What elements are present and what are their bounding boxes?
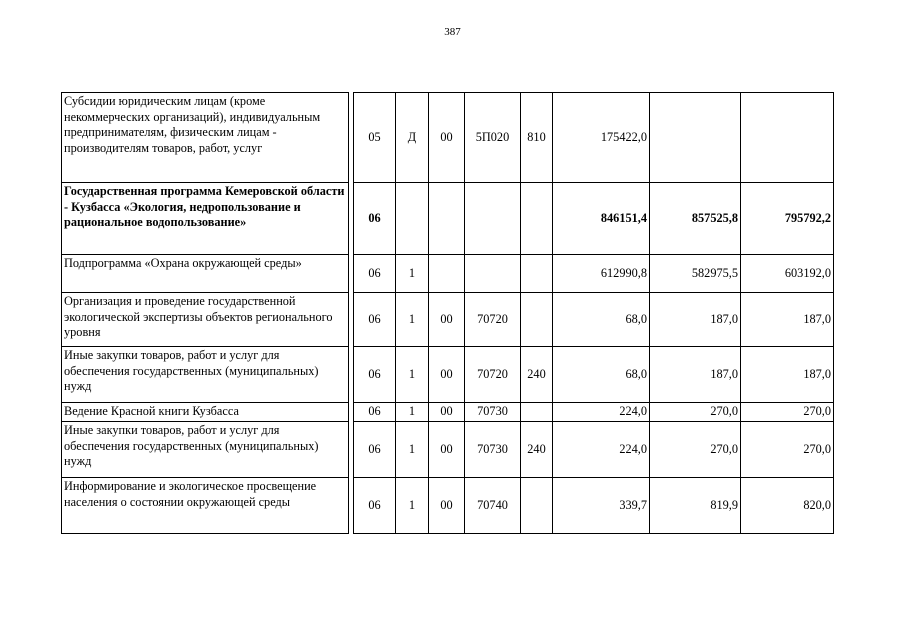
code-subprogram-cell bbox=[429, 255, 465, 293]
value-year2-cell: 582975,5 bbox=[650, 255, 741, 293]
budget-table-body bbox=[62, 93, 834, 534]
code-target-cell bbox=[465, 255, 521, 293]
budget-table bbox=[61, 92, 834, 534]
value-year1-cell: 339,7 bbox=[553, 478, 650, 534]
code-expense-type-cell bbox=[521, 403, 553, 422]
code-expense-type-cell: 810 bbox=[521, 93, 553, 183]
code-expense-type-cell: 240 bbox=[521, 422, 553, 478]
table-row bbox=[62, 347, 834, 403]
code-section-cell: 06 bbox=[354, 183, 396, 255]
code-program-cell: 1 bbox=[396, 478, 429, 534]
row-name-cell: Субсидии юридическим лицам (кроме некоммерческих организаций), индивидуальным предпринимателям, физическим лицам - производителям товаров, работ, услуг bbox=[62, 93, 349, 183]
value-year2-cell: 270,0 bbox=[650, 422, 741, 478]
code-program-cell: 1 bbox=[396, 293, 429, 347]
code-section-cell: 06 bbox=[354, 293, 396, 347]
code-expense-type-cell bbox=[521, 255, 553, 293]
row-name-cell: Организация и проведение государственной экологической экспертизы объектов регионального уровня bbox=[62, 293, 349, 347]
value-year1-cell: 224,0 bbox=[553, 403, 650, 422]
value-year3-cell: 820,0 bbox=[741, 478, 834, 534]
code-target-cell: 5П020 bbox=[465, 93, 521, 183]
code-program-cell: 1 bbox=[396, 403, 429, 422]
code-section-cell: 06 bbox=[354, 255, 396, 293]
row-name-cell: Иные закупки товаров, работ и услуг для обеспечения государственных (муниципальных) нужд bbox=[62, 347, 349, 403]
code-section-cell: 06 bbox=[354, 422, 396, 478]
code-program-cell: 1 bbox=[396, 255, 429, 293]
code-target-cell bbox=[465, 183, 521, 255]
value-year3-cell: 187,0 bbox=[741, 347, 834, 403]
code-target-cell: 70720 bbox=[465, 293, 521, 347]
table-row bbox=[62, 93, 834, 183]
value-year3-cell bbox=[741, 93, 834, 183]
value-year1-cell: 224,0 bbox=[553, 422, 650, 478]
row-name-cell: Информирование и экологическое просвещение населения о состоянии окружающей среды bbox=[62, 478, 349, 534]
code-program-cell: 1 bbox=[396, 422, 429, 478]
code-subprogram-cell: 00 bbox=[429, 478, 465, 534]
value-year2-cell: 270,0 bbox=[650, 403, 741, 422]
row-name-cell: Государственная программа Кемеровской области - Кузбасса «Экология, недропользование и рациональное водопользование» bbox=[62, 183, 349, 255]
table-row bbox=[62, 422, 834, 478]
code-subprogram-cell: 00 bbox=[429, 347, 465, 403]
value-year1-cell: 612990,8 bbox=[553, 255, 650, 293]
code-target-cell: 70720 bbox=[465, 347, 521, 403]
code-expense-type-cell bbox=[521, 293, 553, 347]
code-target-cell: 70740 bbox=[465, 478, 521, 534]
page-number: 387 bbox=[444, 26, 461, 38]
value-year2-cell: 819,9 bbox=[650, 478, 741, 534]
code-section-cell: 06 bbox=[354, 403, 396, 422]
row-name-cell: Иные закупки товаров, работ и услуг для обеспечения государственных (муниципальных) нужд bbox=[62, 422, 349, 478]
value-year3-cell: 795792,2 bbox=[741, 183, 834, 255]
value-year3-cell: 187,0 bbox=[741, 293, 834, 347]
table-row bbox=[62, 255, 834, 293]
value-year3-cell: 270,0 bbox=[741, 422, 834, 478]
value-year2-cell: 857525,8 bbox=[650, 183, 741, 255]
code-subprogram-cell: 00 bbox=[429, 403, 465, 422]
code-subprogram-cell: 00 bbox=[429, 293, 465, 347]
table-row bbox=[62, 478, 834, 534]
value-year2-cell bbox=[650, 93, 741, 183]
code-section-cell: 05 bbox=[354, 93, 396, 183]
value-year2-cell: 187,0 bbox=[650, 347, 741, 403]
value-year1-cell: 175422,0 bbox=[553, 93, 650, 183]
value-year3-cell: 270,0 bbox=[741, 403, 834, 422]
row-name-cell: Ведение Красной книги Кузбасса bbox=[62, 403, 349, 422]
code-subprogram-cell: 00 bbox=[429, 422, 465, 478]
code-target-cell: 70730 bbox=[465, 422, 521, 478]
code-section-cell: 06 bbox=[354, 478, 396, 534]
code-section-cell: 06 bbox=[354, 347, 396, 403]
code-subprogram-cell bbox=[429, 183, 465, 255]
row-name-cell: Подпрограмма «Охрана окружающей среды» bbox=[62, 255, 349, 293]
value-year1-cell: 68,0 bbox=[553, 293, 650, 347]
value-year2-cell: 187,0 bbox=[650, 293, 741, 347]
code-expense-type-cell: 240 bbox=[521, 347, 553, 403]
table-row bbox=[62, 403, 834, 422]
table-row bbox=[62, 183, 834, 255]
code-target-cell: 70730 bbox=[465, 403, 521, 422]
code-program-cell: Д bbox=[396, 93, 429, 183]
value-year1-cell: 68,0 bbox=[553, 347, 650, 403]
value-year3-cell: 603192,0 bbox=[741, 255, 834, 293]
code-program-cell: 1 bbox=[396, 347, 429, 403]
table-row bbox=[62, 293, 834, 347]
value-year1-cell: 846151,4 bbox=[553, 183, 650, 255]
code-expense-type-cell bbox=[521, 478, 553, 534]
code-expense-type-cell bbox=[521, 183, 553, 255]
code-subprogram-cell: 00 bbox=[429, 93, 465, 183]
code-program-cell bbox=[396, 183, 429, 255]
